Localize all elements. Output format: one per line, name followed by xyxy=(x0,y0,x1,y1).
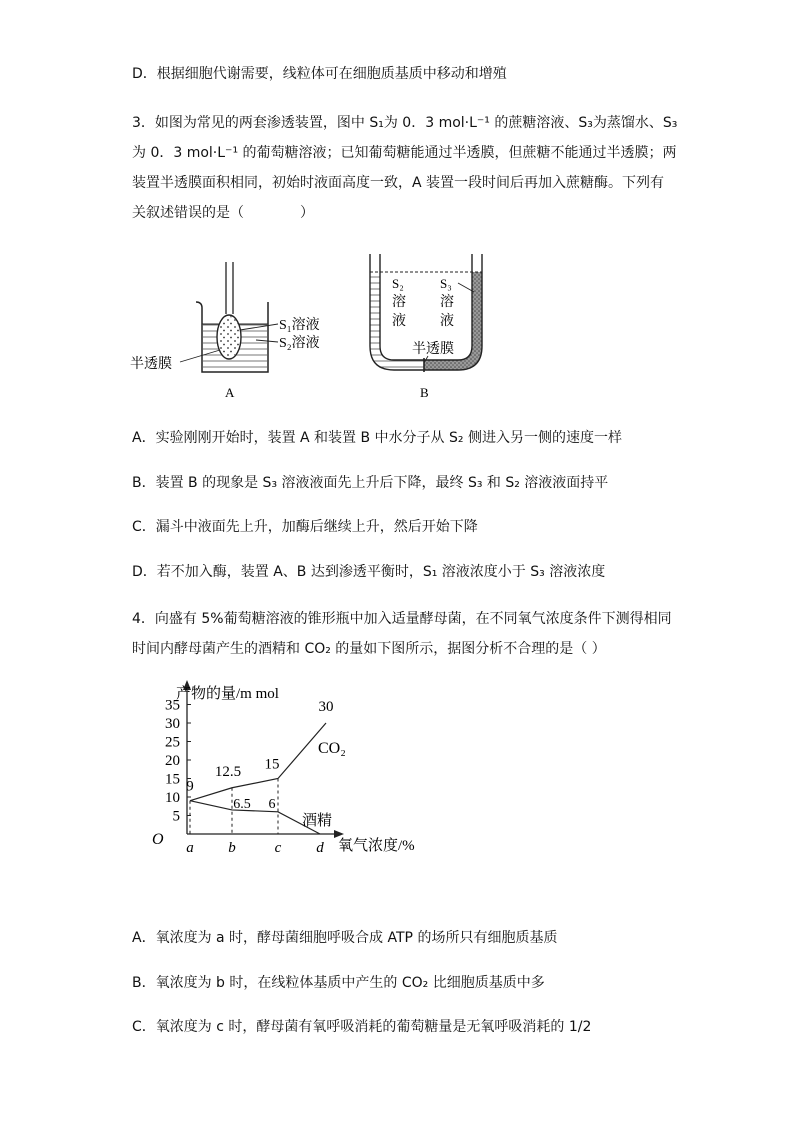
figure-b-s3-text-1: 溶 xyxy=(440,295,454,310)
figure-b-s2-text-1: 溶 xyxy=(392,295,406,310)
q4-line-chart xyxy=(140,676,440,856)
co2-series-label: CO₂ xyxy=(318,739,346,757)
x-tick-label: d xyxy=(316,840,324,856)
q4-stem-line-1: 4．向盛有 5%葡萄糖溶液的锥形瓶中加入适量酵母菌，在不同氧气浓度条件下测得相同 xyxy=(132,611,672,627)
y-tick-label: 10 xyxy=(165,790,180,806)
y-tick-label: 25 xyxy=(165,734,180,751)
y-tick-label: 20 xyxy=(165,753,180,769)
q3-stem-line-1: 3．如图为常见的两套渗透装置，图中 S₁为 0．3 mol·L⁻¹ 的蔗糖溶液、S₃为蒸馏水、S₃ xyxy=(132,115,678,131)
y-tick-label: 35 xyxy=(165,697,180,714)
q4-option-b: B．氧浓度为 b 时，在线粒体基质中产生的 CO₂ 比细胞质基质中多 xyxy=(132,975,545,991)
q3-stem-line-4: 关叙述错误的是（ ） xyxy=(132,205,314,221)
x-axis-arrow xyxy=(334,830,344,838)
q4-stem-line-2: 时间内酵母菌产生的酒精和 CO₂ 的量如下图所示，据图分析不合理的是（ ） xyxy=(132,641,606,657)
x-tick-label: a xyxy=(186,840,194,856)
figure-b-s2-text-2: 液 xyxy=(392,314,406,329)
co2-data-label: 30 xyxy=(318,699,334,715)
figure-b-s3-label: S₃ xyxy=(440,276,452,291)
q3-option-c: C．漏斗中液面先上升，加酶后继续上升，然后开始下降 xyxy=(132,519,478,535)
alcohol-series-label: 酒精 xyxy=(302,812,333,829)
co2-data-label: 12.5 xyxy=(214,763,242,780)
y-tick-label: 15 xyxy=(165,771,180,788)
q3-option-b: B．装置 B 的现象是 S₃ 溶液液面先上升后下降，最终 S₃ 和 S₂ 溶液液面持平 xyxy=(132,475,609,491)
y-tick-label: 30 xyxy=(165,716,180,732)
figure-a-s2-label: S₂溶液 xyxy=(279,336,320,351)
figure-a-beaker xyxy=(128,262,358,404)
q3-stem-line-3: 装置半透膜面积相同，初始时液面高度一致，A 装置一段时间后再加入蔗糖酶。下列有 xyxy=(132,175,665,191)
x-axis-title: 氧气浓度/% xyxy=(338,838,415,854)
figure-a-caption: A xyxy=(225,385,235,400)
series-line-0 xyxy=(190,723,326,801)
x-tick-label: c xyxy=(274,840,282,856)
y-tick-label: 5 xyxy=(172,808,180,825)
x-tick-label: b xyxy=(228,840,236,856)
q4-option-c: C．氧浓度为 c 时，酵母菌有氧呼吸消耗的葡萄糖量是无氧呼吸消耗的 1/2 xyxy=(132,1019,592,1035)
series-line-1 xyxy=(190,801,320,834)
q2-option-d: D．根据细胞代谢需要，线粒体可在细胞质基质中移动和增殖 xyxy=(132,66,507,82)
alcohol-data-label: 6 xyxy=(268,796,276,812)
figure-b-membrane-label: 半透膜 xyxy=(412,342,454,357)
co2-data-label: 9 xyxy=(186,778,194,795)
figure-a-s1-label: S₁溶液 xyxy=(279,318,320,333)
q3-option-a: A．实验刚刚开始时，装置 A 和装置 B 中水分子从 S₂ 侧进入另一侧的速度一样 xyxy=(132,430,622,446)
co2-data-label: 15 xyxy=(264,756,280,773)
y-axis-title: 产物的量/m mol xyxy=(176,686,279,702)
figure-b-u-tube xyxy=(362,250,502,404)
origin-label: O xyxy=(152,831,164,848)
figure-b-caption: B xyxy=(420,385,429,400)
figure-a-membrane-label: 半透膜 xyxy=(130,357,172,372)
figure-b-s3-text-2: 液 xyxy=(440,314,454,329)
q3-option-d: D．若不加入酶，装置 A、B 达到渗透平衡时，S₁ 溶液浓度小于 S₃ 溶液浓度 xyxy=(132,564,606,580)
q4-option-a: A．氧浓度为 a 时，酵母菌细胞呼吸合成 ATP 的场所只有细胞质基质 xyxy=(132,930,558,946)
alcohol-data-label: 6.5 xyxy=(233,796,251,812)
figure-b-s2-label: S₂ xyxy=(392,276,404,291)
q3-stem-line-2: 为 0．3 mol·L⁻¹ 的葡萄糖溶液；已知葡萄糖能通过半透膜，但蔗糖不能通过半透膜；两 xyxy=(132,145,677,161)
